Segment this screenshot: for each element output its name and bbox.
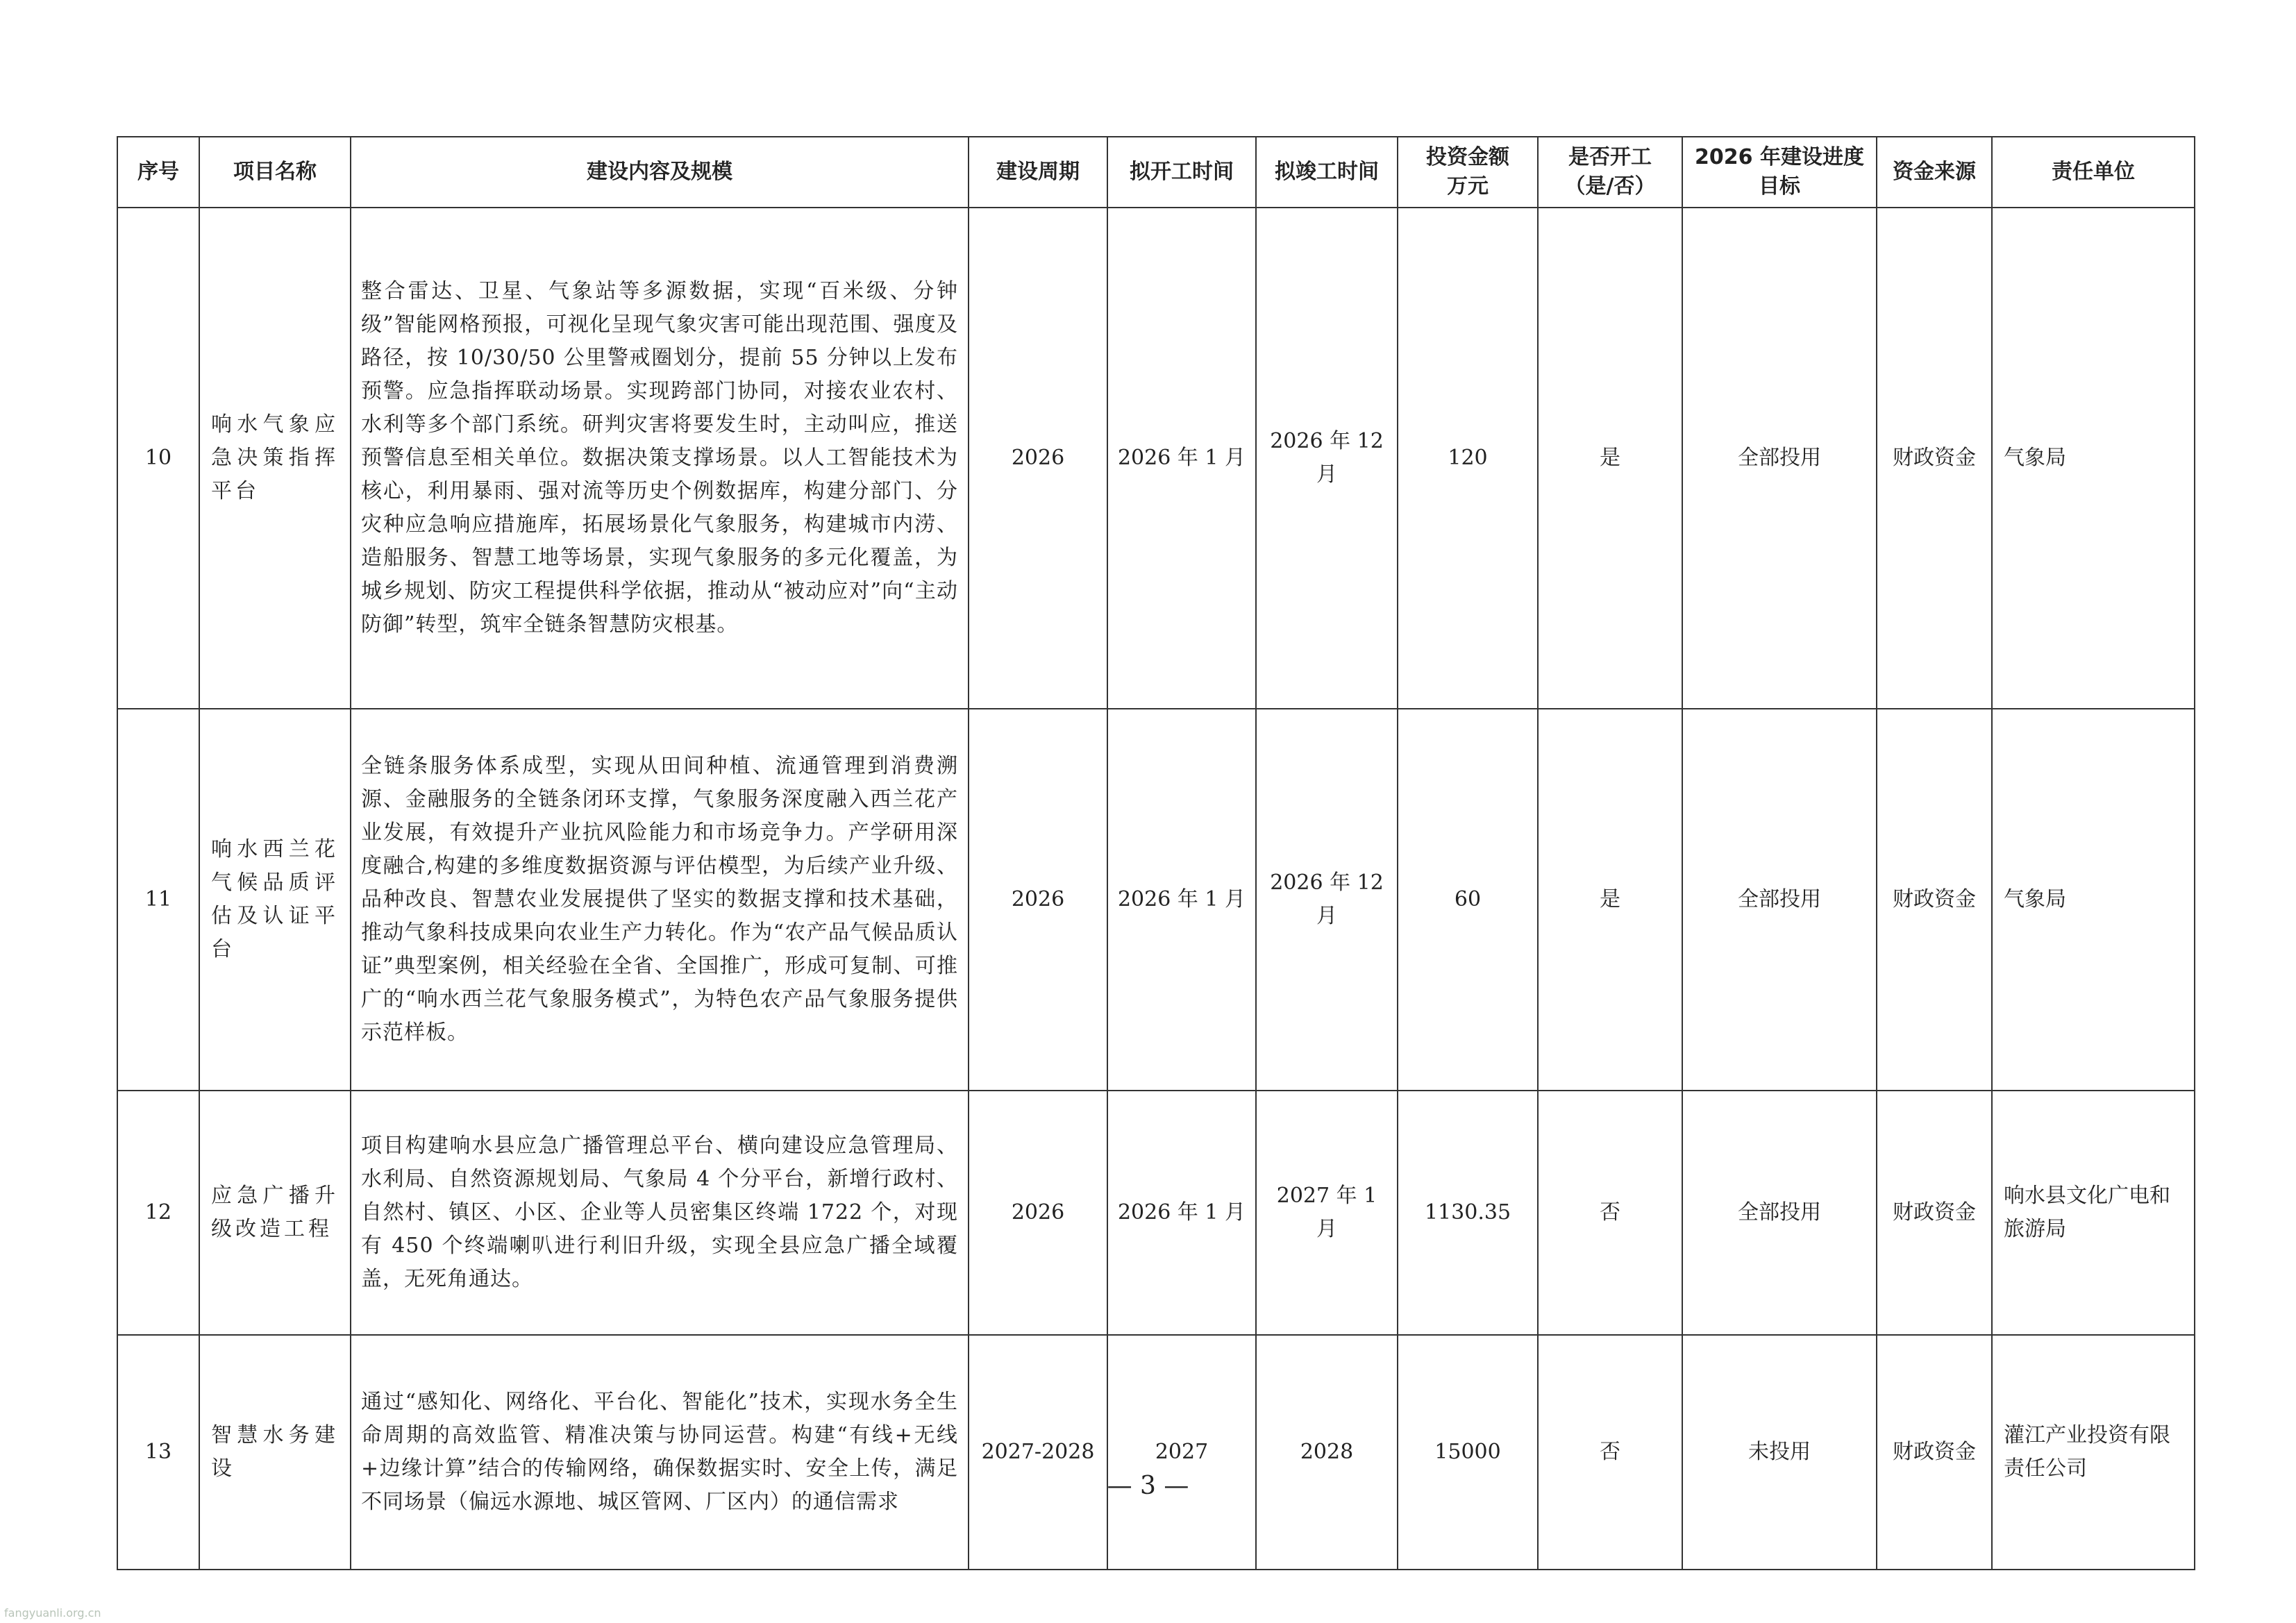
header-invest-line1: 投资金额 [1426,145,1509,169]
header-progress-line2: 目标 [1759,174,1800,199]
header-content: 建设内容及规模 [351,137,969,208]
cell-no: 12 [117,1091,199,1335]
cell-invest: 15000 [1398,1335,1538,1570]
cell-unit: 响水县文化广电和旅游局 [1992,1091,2195,1335]
cell-content: 通过“感知化、网络化、平台化、智能化”技术，实现水务全生命周期的高效监管、精准决策与协同运营。构建“有线+无线+边缘计算”结合的传输网络，确保数据实时、安全上传，满足不同场景（偏远水源地、城区管网、厂区内）的通信需求 [351,1335,969,1570]
header-period: 建设周期 [969,137,1107,208]
header-progress [1682,137,1877,208]
cell-start: 2026 年 1 月 [1107,1091,1256,1335]
page-number: — 3 — [1107,1472,1189,1500]
cell-invest: 1130.35 [1398,1091,1538,1335]
cell-progress: 全部投用 [1682,208,1877,709]
cell-progress: 全部投用 [1682,1091,1877,1335]
cell-no: 10 [117,208,199,709]
cell-project-name: 响水气象应急决策指挥平台 [199,208,351,709]
cell-content: 项目构建响水县应急广播管理总平台、横向建设应急管理局、水利局、自然资源规划局、气象局 4 个分平台，新增行政村、自然村、镇区、小区、企业等人员密集区终端 1722 个，对现有 450 个终端喇叭进行利旧升级，实现全县应急广播全域覆盖，无死角通达。 [351,1091,969,1335]
cell-started: 否 [1538,1335,1682,1570]
header-started [1538,137,1682,208]
cell-started: 是 [1538,709,1682,1091]
header-no: 序号 [117,137,199,208]
cell-end: 2026 年 12 月 [1256,709,1398,1091]
cell-period: 2026 [969,709,1107,1091]
cell-fund: 财政资金 [1877,1091,1992,1335]
header-invest-line2: 万元 [1447,174,1489,199]
cell-invest: 120 [1398,208,1538,709]
cell-end: 2028 [1256,1335,1398,1570]
cell-invest: 60 [1398,709,1538,1091]
cell-period: 2026 [969,208,1107,709]
table-row [117,1335,2195,1570]
table-row [117,1091,2195,1335]
header-fund: 资金来源 [1877,137,1992,208]
cell-unit: 气象局 [1992,709,2195,1091]
cell-unit: 灌江产业投资有限责任公司 [1992,1335,2195,1570]
table-row [117,709,2195,1091]
header-name: 项目名称 [199,137,351,208]
cell-fund: 财政资金 [1877,709,1992,1091]
cell-content: 全链条服务体系成型，实现从田间种植、流通管理到消费溯源、金融服务的全链条闭环支撑，气象服务深度融入西兰花产业发展，有效提升产业抗风险能力和市场竞争力。产学研用深度融合,构建的多维度数据资源与评估模型，为后续产业升级、品种改良、智慧农业发展提供了坚实的数据支撑和技术基础，推动气象科技成果向农业生产力转化。作为“农产品气候品质认证”典型案例，相关经验在全省、全国推广，形成可复制、可推广的“响水西兰花气象服务模式”，为特色农产品气象服务提供示范样板。 [351,709,969,1091]
cell-started: 是 [1538,208,1682,709]
header-unit: 责任单位 [1992,137,2195,208]
header-invest [1398,137,1538,208]
header-started-line1: 是否开工 [1568,145,1652,169]
cell-progress: 未投用 [1682,1335,1877,1570]
watermark-text: fangyuanli.org.cn [4,1606,101,1620]
cell-start: 2026 年 1 月 [1107,709,1256,1091]
cell-project-name: 响水西兰花气候品质评估及认证平台 [199,709,351,1091]
cell-start: 2027 [1107,1335,1256,1570]
cell-progress: 全部投用 [1682,709,1877,1091]
project-table [117,136,2195,1570]
cell-started: 否 [1538,1091,1682,1335]
cell-project-name: 智慧水务建设 [199,1335,351,1570]
cell-content: 整合雷达、卫星、气象站等多源数据，实现“百米级、分钟级”智能网格预报，可视化呈现气象灾害可能出现范围、强度及路径，按 10/30/50 公里警戒圈划分，提前 55 分钟以上发布预警。应急指挥联动场景。实现跨部门协同，对接农业农村、水利等多个部门系统。研判灾害将要发生时，主动叫应，推送预警信息至相关单位。数据决策支撑场景。以人工智能技术为核心，利用暴雨、强对流等历史个例数据库，构建分部门、分灾种应急响应措施库，拓展场景化气象服务，构建城市内涝、造船服务、智慧工地等场景，实现气象服务的多元化覆盖，为城乡规划、防灾工程提供科学依据，推动从“被动应对”向“主动防御”转型，筑牢全链条智慧防灾根基。 [351,208,969,709]
header-end: 拟竣工时间 [1256,137,1398,208]
cell-fund: 财政资金 [1877,1335,1992,1570]
cell-end: 2027 年 1 月 [1256,1091,1398,1335]
cell-start: 2026 年 1 月 [1107,208,1256,709]
header-started-line2: （是/否） [1564,174,1656,199]
header-row [117,137,2195,208]
cell-fund: 财政资金 [1877,208,1992,709]
cell-no: 11 [117,709,199,1091]
cell-project-name: 应急广播升级改造工程 [199,1091,351,1335]
cell-no: 13 [117,1335,199,1570]
header-start: 拟开工时间 [1107,137,1256,208]
cell-unit: 气象局 [1992,208,2195,709]
table-row [117,208,2195,709]
header-progress-line1: 2026 年建设进度 [1695,145,1864,169]
cell-period: 2027-2028 [969,1335,1107,1570]
cell-end: 2026 年 12 月 [1256,208,1398,709]
cell-period: 2026 [969,1091,1107,1335]
